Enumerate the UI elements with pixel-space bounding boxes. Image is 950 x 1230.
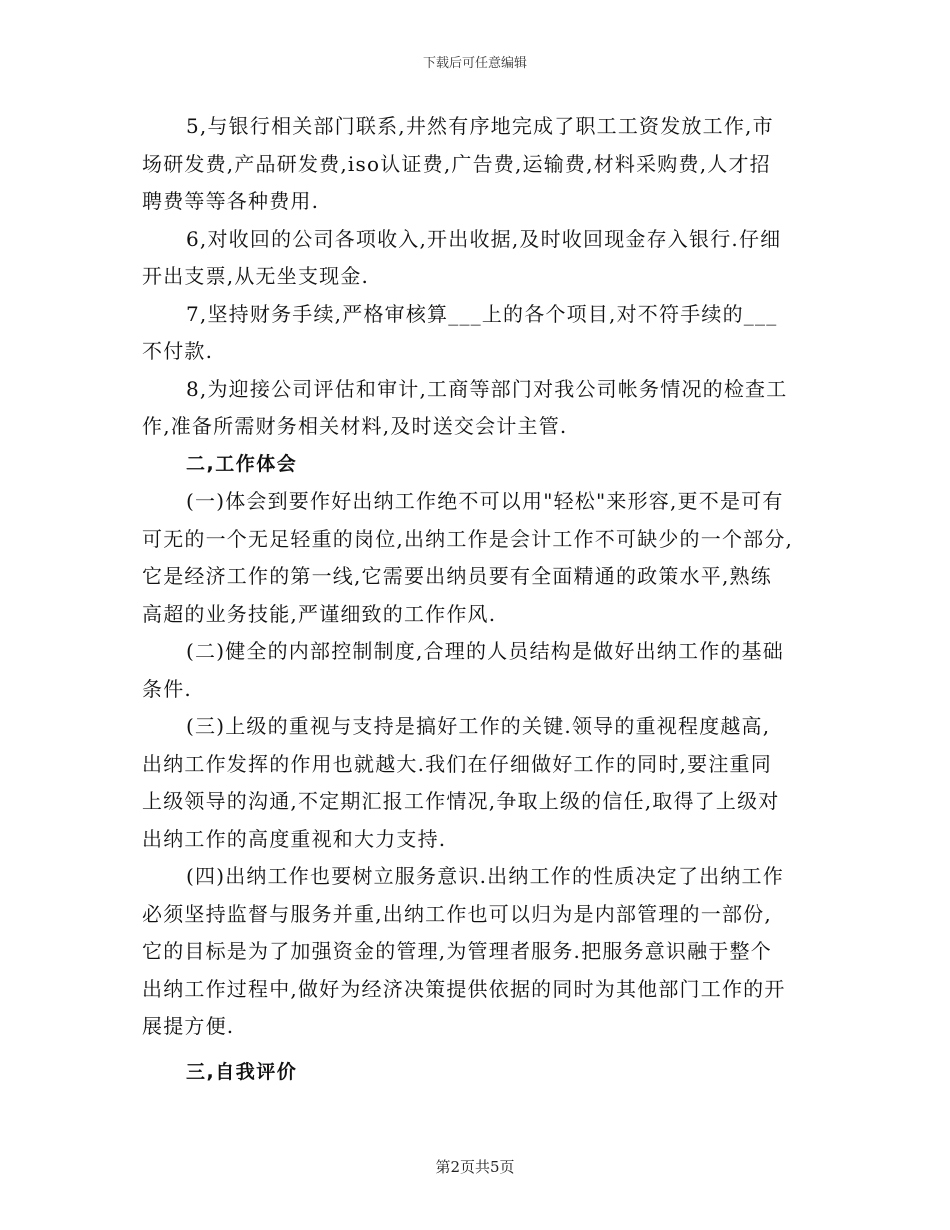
text-line: 它是经济工作的第一线,它需要出纳员要有全面精通的政策水平,熟练	[142, 564, 772, 588]
text-line: 展提方便.	[142, 1014, 235, 1038]
paragraph-item-8	[142, 371, 810, 446]
text-line: 必须坚持监督与服务并重,出纳工作也可以归为是内部管理的一部份,	[142, 901, 772, 926]
paragraph-experience-2	[142, 633, 810, 708]
text-line: 高超的业务技能,严谨细致的工作作风.	[142, 601, 497, 626]
section-heading-3: 三,自我评价	[186, 1060, 298, 1083]
text-line: (二)健全的内部控制制度,合理的人员结构是做好出纳工作的基础	[186, 639, 784, 663]
text-line: 它的目标是为了加强资金的管理,为管理者服务.把服务意识融于整个	[142, 939, 772, 963]
text-line: 条件.	[142, 676, 192, 701]
page-footer: 第2页共5页	[435, 1158, 515, 1176]
paragraph-experience-1	[142, 483, 810, 633]
text-line: 场研发费,产品研发费,iso认证费,广告费,运输费,材料采购费,人才招	[142, 151, 771, 176]
document-body	[142, 108, 810, 1091]
section-heading-2: 二,工作体会	[186, 452, 298, 475]
paragraph-item-7	[142, 296, 810, 371]
text-line: 出纳工作过程中,做好为经济决策提供依据的同时为其他部门工作的开	[142, 976, 786, 1001]
text-line: 不付款.	[142, 339, 214, 363]
page-header: 下载后可任意编辑	[422, 56, 527, 71]
text-line: 出纳工作的高度重视和大力支持.	[142, 826, 447, 851]
text-line: 6,对收回的公司各项收入,开出收据,及时收回现金存入银行.仔细	[186, 226, 782, 251]
text-line: 8,为迎接公司评估和审计,工商等部门对我公司帐务情况的检查工	[186, 376, 788, 401]
text-line: (四)出纳工作也要树立服务意识.出纳工作的性质决定了出纳工作	[186, 864, 784, 888]
text-line: 7,坚持财务手续,严格审核算___上的各个项目,对不符手续的___	[186, 301, 778, 326]
paragraph-experience-4	[142, 858, 810, 1046]
text-line: 聘费等等各种费用.	[142, 189, 320, 213]
paragraph-item-5	[142, 108, 810, 221]
text-line: 作,准备所需财务相关材料,及时送交会计主管.	[142, 414, 568, 438]
text-line: (一)体会到要作好出纳工作绝不可以用"轻松"来形容,更不是可有	[186, 489, 784, 513]
text-line: 开出支票,从无坐支现金.	[142, 264, 370, 288]
text-line: 5,与银行相关部门联系,井然有序地完成了职工工资发放工作,市	[186, 114, 774, 138]
text-line: (三)上级的重视与支持是搞好工作的关键.领导的重视程度越高,	[186, 714, 771, 738]
text-line: 上级领导的沟通,不定期汇报工作情况,争取上级的信任,取得了上级对	[142, 789, 780, 813]
paragraph-item-6	[142, 221, 810, 296]
text-line: 可无的一个无足轻重的岗位,出纳工作是会计工作不可缺少的一个部分,	[142, 526, 794, 551]
paragraph-experience-3	[142, 708, 810, 858]
text-line: 出纳工作发挥的作用也就越大.我们在仔细做好工作的同时,要注重同	[142, 751, 772, 776]
